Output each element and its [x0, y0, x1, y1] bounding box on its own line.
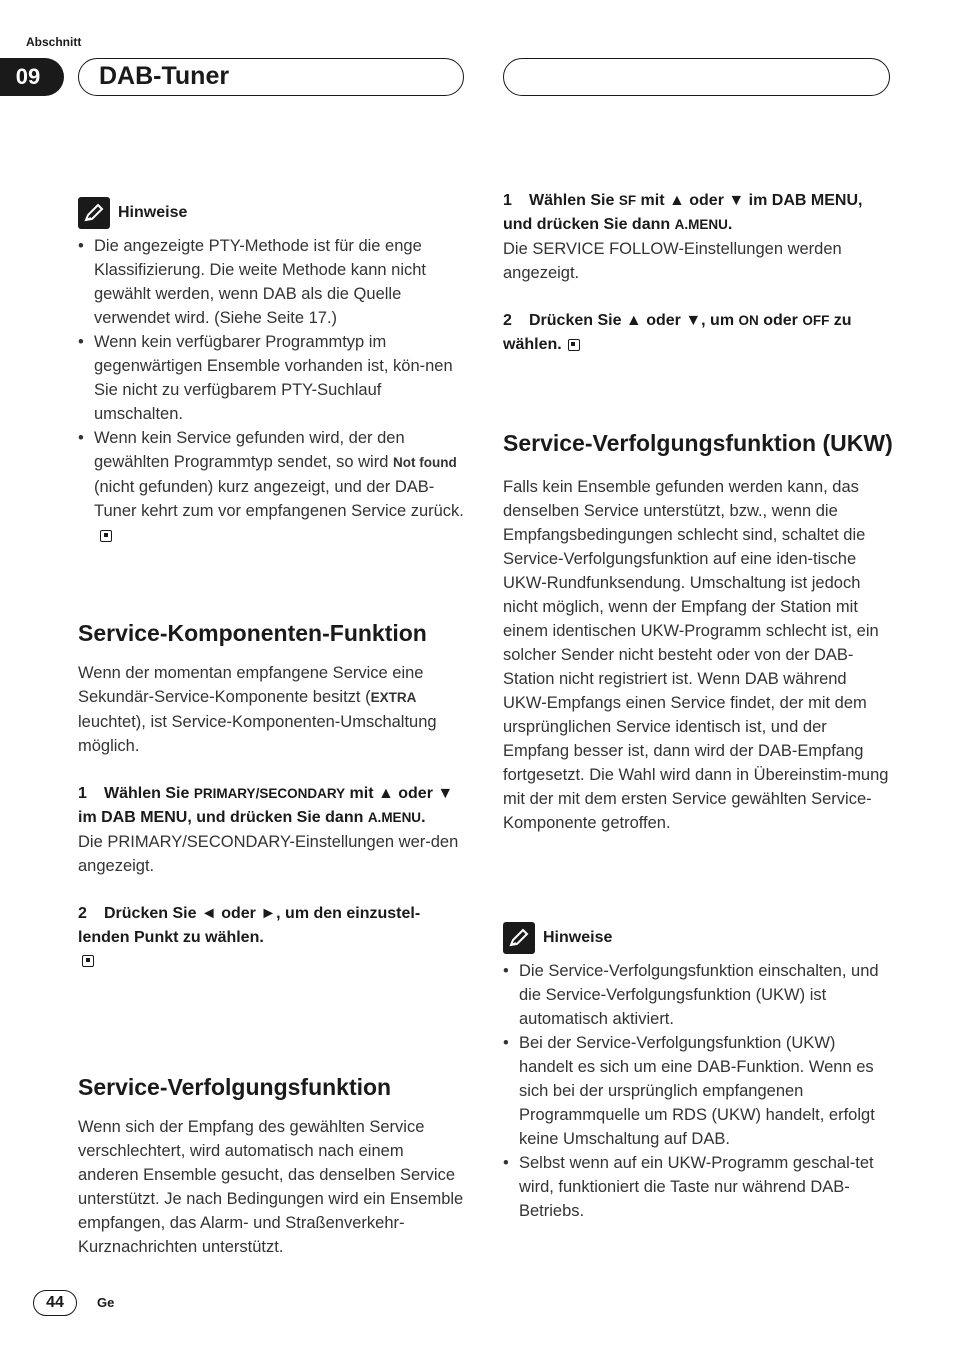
section-label: Abschnitt	[26, 35, 82, 49]
display-text-a-menu: A.MENU	[367, 810, 422, 825]
step-number: 1	[503, 192, 512, 209]
page-number: 44	[33, 1290, 77, 1316]
section-body: Falls kein Ensemble gefunden werden kann, das denselben Service unterstützt, bzw., wenn die Empfangsbedingungen schlecht sind, schaltet die Service-Verfolgungsfunktion auf eine iden-tische UKW-Rundfunksendung. Umschaltung ist jedoch nicht möglich, wenn der Empfang der Station mit einem identischen UKW-Programm schlecht ist, ein solcher Sender nicht besteht oder von der DAB-Station nicht registriert ist. Wenn DAB während UKW-Empfangs einen Service findet, der mit dem ursprünglichen Service identisch ist, und der Empfang besser ist, dann wird der DAB-Empfang fortgesetzt. Die Wahl wird dann in Übereinstim-mung mit der mit dem ersten Service gewählten Service-Komponente getroffen.	[503, 478, 889, 832]
notes-header	[78, 197, 468, 229]
notes-header	[503, 922, 893, 954]
section-verfolgung-ukw	[503, 428, 893, 835]
section-body	[78, 661, 468, 758]
step-text: .	[421, 809, 426, 826]
header-blank-box	[503, 58, 890, 96]
language-code: Ge	[97, 1295, 115, 1310]
display-text-extra: EXTRA	[370, 690, 417, 705]
list-item: • Bei der Service-Verfolgungsfunktion (UKW) handelt es sich um eine DAB-Funktion. Wenn es sich bei der ursprünglich empfangenen Programmquelle um RDS (UKW) handelt, erfolgt keine Umschaltung auf DAB.	[503, 1031, 893, 1151]
section-heading: Service-Komponenten-Funktion	[78, 620, 427, 646]
display-text-primary-secondary: PRIMARY/SECONDARY	[193, 786, 346, 801]
step-1	[503, 189, 893, 237]
step-number: 2	[503, 312, 512, 329]
step-text: Drücken Sie ▲ oder ▼, um	[529, 312, 735, 329]
list-item	[78, 426, 468, 547]
section-body: Wenn sich der Empfang des gewählten Service verschlechtert, wird automatisch nach einem anderen Ensemble gesucht, das denselben Service unterstützt. Je nach Bedingungen wird ein Ensemble empfangen, das Alarm- und Straßenverkehr-Kurznachrichten unterstützt.	[78, 1118, 464, 1256]
section-verfolgung	[78, 1072, 468, 1259]
step-text: Drücken Sie ◄ oder ►, um den einzustel-lenden Punkt zu wählen.	[78, 905, 421, 946]
section-komponenten	[78, 618, 468, 970]
end-mark-icon	[568, 339, 580, 351]
step-2	[78, 902, 468, 950]
notes-title: Hinweise	[543, 929, 613, 946]
end-mark-icon	[100, 530, 112, 542]
list-item: • Die Service-Verfolgungsfunktion einschalten, und die Service-Verfolgungsfunktion (UKW) ist automatisch aktiviert.	[503, 959, 893, 1031]
step-number: 1	[78, 785, 87, 802]
section-heading: Service-Verfolgungsfunktion (UKW)	[503, 430, 893, 456]
display-text-off: OFF	[802, 313, 830, 328]
list-item: • Selbst wenn auf ein UKW-Programm geschal-tet wird, funktioniert die Taste nur während DAB-Betriebs.	[503, 1151, 893, 1223]
step-number: 2	[78, 905, 87, 922]
chapter-title: DAB-Tuner	[78, 58, 464, 96]
step-1-result: Die SERVICE FOLLOW-Einstellungen werden angezeigt.	[503, 240, 842, 282]
display-text-sf: SF	[618, 193, 637, 208]
note-text: Wenn kein Service gefunden wird, der den gewählten Programmtyp sendet, so wird	[94, 429, 405, 471]
left-column	[78, 197, 468, 547]
step-text: .	[727, 216, 733, 233]
step-text: mit ▲ oder ▼ im DAB MENU, und drücken Sie dann	[78, 785, 454, 826]
step-text: Wählen Sie	[529, 192, 615, 209]
step-text: mit ▲ oder ▼ im DAB MENU, und drücken Sie dann	[503, 192, 863, 233]
note-text: (nicht gefunden) kurz angezeigt, und der DAB-Tuner kehrt zum vor empfangenen Service zurück.	[94, 478, 464, 520]
notes-list	[78, 234, 468, 547]
display-text-a-menu: A.MENU	[674, 217, 728, 232]
notes-title: Hinweise	[118, 204, 188, 221]
display-text-not-found: Not found	[392, 455, 457, 470]
display-text-on: ON	[738, 313, 759, 328]
section-heading: Service-Verfolgungsfunktion	[78, 1074, 392, 1100]
list-item: • Wenn kein verfügbarer Programmtyp im gegenwärtigen Ensemble vorhanden ist, kön-nen Sie nicht zu verfügbarem PTY-Suchlauf umschalten.	[78, 330, 468, 426]
right-notes	[503, 922, 893, 1223]
notes-list	[503, 959, 893, 1223]
step-1	[78, 782, 468, 830]
body-text: Wenn der momentan empfangene Service eine Sekundär-Service-Komponente besitzt (	[78, 664, 424, 706]
list-item: • Die angezeigte PTY-Methode ist für die enge Klassifizierung. Die weite Methode kann nicht gewählt werden, wenn DAB als die Quelle verwendet wird. (Siehe Seite 17.)	[78, 234, 468, 330]
step-text: Wählen Sie	[104, 785, 190, 802]
pencil-icon	[78, 197, 110, 229]
end-mark-icon	[82, 955, 94, 967]
step-1-result: Die PRIMARY/SECONDARY-Einstellungen wer-den angezeigt.	[78, 833, 459, 875]
right-column-steps	[503, 189, 893, 357]
pencil-icon	[503, 922, 535, 954]
step-text: zu wählen.	[503, 312, 852, 353]
step-text: oder	[763, 312, 798, 329]
section-number-badge: 09	[0, 58, 64, 96]
body-text: leuchtet), ist Service-Komponenten-Umschaltung möglich.	[78, 713, 437, 755]
step-2	[503, 309, 893, 357]
